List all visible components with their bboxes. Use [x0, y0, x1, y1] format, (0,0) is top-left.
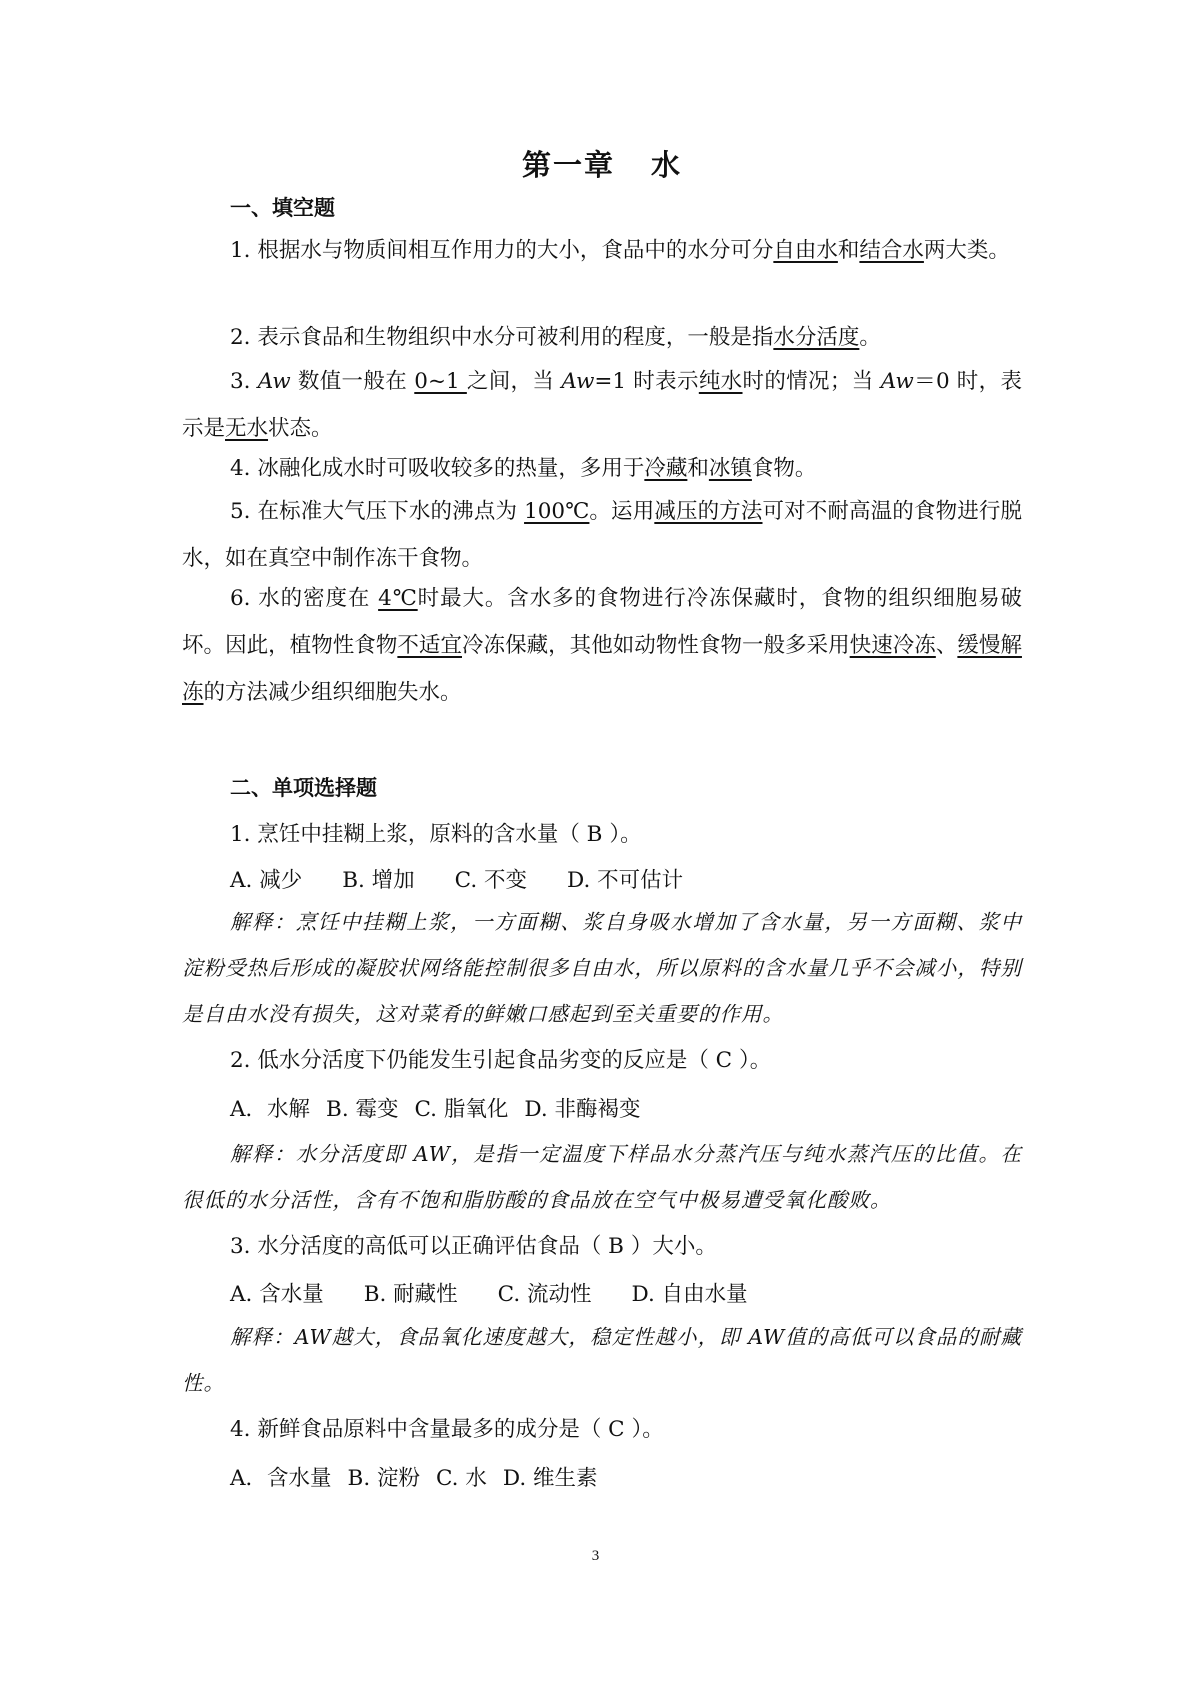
chapter-title-number: 第一章	[521, 148, 615, 182]
answer: 无水	[225, 416, 269, 441]
answer: 4℃	[378, 586, 418, 611]
choice-options-1: A. 减少 B. 增加 C. 不变 D. 不可估计	[230, 868, 684, 893]
answer: 冰镇	[708, 456, 752, 481]
explanation-2: 解释：水分活度即 AW，是指一定温度下样品水分蒸汽压与纯水蒸汽压的比值。在很低的水分活性，含有不饱和脂肪酸的食品放在空气中极易遭受氧化酸败。	[182, 1142, 1022, 1212]
choice-question-3: 3. 水分活度的高低可以正确评估食品（ B ）大小。	[230, 1234, 717, 1259]
fill-blank-question-3: 3. Aw 数值一般在 0~1 之间，当 Aw=1 时表示纯水时的情况；当 Aw＝0 时，表示是无水状态。	[182, 369, 1022, 441]
answer: 缓慢解冻	[182, 633, 1022, 705]
page-number: 3	[591, 1548, 600, 1564]
answer: 冷藏	[644, 456, 688, 481]
answer: 不适宜	[397, 633, 462, 658]
answer: 减压的方法	[654, 499, 763, 524]
fill-blank-question-6: 6. 水的密度在 4℃时最大。含水多的食物进行冷冻保藏时，食物的组织细胞易破坏。因此，植物性食物不适宜冷冻保藏，其他如动物性食物一般多采用快速冷冻、缓慢解冻的方法减少组织细胞失水。	[182, 586, 1022, 705]
chapter-title-topic: 水	[651, 148, 683, 182]
answer: 100℃	[524, 499, 590, 524]
choice-options-4: A．含水量 B. 淀粉 C. 水 D. 维生素	[230, 1466, 598, 1491]
answer: 水分活度	[773, 325, 860, 350]
fill-blank-question-1: 1. 根据水与物质间相互作用力的大小，食品中的水分可分自由水和结合水两大类。	[230, 238, 1010, 263]
explanation-3: 解释：AW越大，食品氧化速度越大，稳定性越小，即 AW值的高低可以食品的耐藏性。	[182, 1325, 1023, 1395]
section-heading-single-choice: 二、单项选择题	[230, 776, 377, 800]
section-heading-fill-blank: 一、填空题	[230, 196, 335, 220]
chapter-title	[182, 145, 1022, 185]
explanation-1: 解释：烹饪中挂糊上浆，一方面糊、浆自身吸水增加了含水量，另一方面糊、浆中淀粉受热后形成的凝胶状网络能控制很多自由水，所以原料的含水量几乎不会减小，特别是自由水没有损失，这对菜肴的鲜嫩口感起到至关重要的作用。	[182, 910, 1022, 1026]
answer: 结合水	[859, 238, 924, 263]
answer: 纯水	[698, 369, 743, 394]
answer: 自由水	[773, 238, 838, 263]
answer: 快速冷冻	[849, 633, 936, 658]
fill-blank-question-2: 2. 表示食品和生物组织中水分可被利用的程度，一般是指水分活度。	[230, 325, 881, 350]
answer: 0~1	[414, 369, 467, 394]
choice-question-4: 4. 新鲜食品原料中含量最多的成分是（ C ）。	[230, 1417, 664, 1442]
choice-question-1: 1. 烹饪中挂糊上浆，原料的含水量（ B ）。	[230, 822, 642, 847]
choice-options-3: A. 含水量 B. 耐藏性 C. 流动性 D. 自由水量	[230, 1282, 748, 1307]
choice-question-2: 2. 低水分活度下仍能发生引起食品劣变的反应是（ C ）。	[230, 1048, 772, 1073]
choice-options-2: A．水解 B. 霉变 C. 脂氧化 D. 非酶褐变	[230, 1097, 641, 1122]
fill-blank-question-5: 5. 在标准大气压下水的沸点为 100℃。运用减压的方法可对不耐高温的食物进行脱水，如在真空中制作冻干食物。	[182, 499, 1022, 571]
fill-blank-question-4: 4. 冰融化成水时可吸收较多的热量，多用于冷藏和冰镇食物。	[230, 456, 817, 481]
